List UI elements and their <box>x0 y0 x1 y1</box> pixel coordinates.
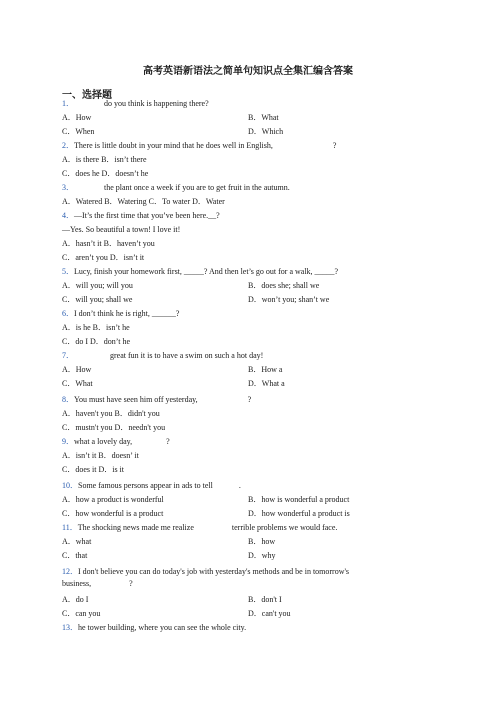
question-stem: great fun it is to have a swim on such a hot day! <box>110 351 264 360</box>
option-b: B．does she; shall we <box>248 281 320 290</box>
question-stem: I don’t think he is right, ______? <box>74 309 180 318</box>
option-d: D．how wonderful a product is <box>248 509 350 518</box>
question-end: ? <box>247 395 252 404</box>
question-number: 10． <box>62 481 78 490</box>
option-a: A．How <box>62 365 92 374</box>
options-ab: A．is there B．isn’t there <box>62 155 147 164</box>
question-11 <box>62 523 337 533</box>
question-number: 6． <box>62 309 74 318</box>
options-ab: A．is he B．isn’t he <box>62 323 130 332</box>
question-4 <box>62 211 220 221</box>
question-number: 1． <box>62 99 74 108</box>
section-heading: 一、选择题 <box>62 90 112 101</box>
question-stem: do you think is happening there? <box>104 99 209 108</box>
question-12-cont <box>62 579 133 589</box>
option-a: A．do I <box>62 595 89 604</box>
question-number: 3． <box>62 183 74 192</box>
option-b: B．What <box>248 113 279 122</box>
question-end: ? <box>129 579 133 588</box>
option-b: B．don't I <box>248 595 282 604</box>
option-d: D．What a <box>248 379 285 388</box>
option-b: B．How a <box>248 365 283 374</box>
question-stem: You must have seen him off yesterday, <box>74 395 198 404</box>
question-10 <box>62 481 241 491</box>
options-ab: A．isn’t it B．doesn’ it <box>62 451 139 460</box>
question-13 <box>62 623 246 633</box>
option-c: C．When <box>62 127 95 136</box>
option-c: C．can you <box>62 609 101 618</box>
question-stem: The shocking news made me realize <box>77 523 194 532</box>
option-b: B．how <box>248 537 276 546</box>
question-end: ? <box>166 437 170 446</box>
options-ab: A．hasn’t it B．haven’t you <box>62 239 155 248</box>
option-a: A．how a product is wonderful <box>62 495 164 504</box>
question-end: . <box>238 481 241 490</box>
question-stem: what a lovely day, <box>74 437 133 446</box>
question-2 <box>62 141 336 151</box>
question-number: 12． <box>62 567 78 576</box>
question-1 <box>62 99 209 109</box>
option-d: D．won’t you; shan’t we <box>248 295 330 304</box>
option-b: B．how is wonderful a product <box>248 495 350 504</box>
question-number: 11． <box>62 523 78 532</box>
options-cd: C．does he D．doesn’t he <box>62 169 149 178</box>
question-stem: Lucy, finish your homework first, _____? And then let’s go out for a walk, _____? <box>74 267 339 276</box>
page-title: 高考英语新语法之简单句知识点全集汇编含答案 <box>143 66 353 77</box>
option-c: C．will you; shall we <box>62 295 133 304</box>
option-a: A．will you; will you <box>62 281 133 290</box>
question-6 <box>62 309 179 319</box>
option-c: C．What <box>62 379 93 388</box>
question-stem: he tower building, where you can see the whole city. <box>78 623 247 632</box>
option-d: D．can't you <box>248 609 291 618</box>
question-number: 2． <box>62 141 74 150</box>
question-stem: —It’s the first time that you’ve been here.__? <box>74 211 220 220</box>
option-d: D．why <box>248 551 276 560</box>
question-stem: I don't believe you can do today's job with yesterday's methods and be in tomorrow's <box>78 567 350 576</box>
options: A．Watered B．Watering C．To water D．Water <box>62 197 225 206</box>
options-cd: C．does it D．is it <box>62 465 125 474</box>
question-stem: Some famous persons appear in ads to tell <box>78 481 213 490</box>
question-number: 7． <box>62 351 74 360</box>
question-7 <box>62 351 263 361</box>
option-c: C．that <box>62 551 88 560</box>
options-ab: A．haven't you B．didn't you <box>62 409 160 418</box>
option-a: A．what <box>62 537 92 546</box>
question-number: 13． <box>62 623 78 632</box>
question-stem-cont: business, <box>62 579 92 588</box>
dialogue-reply: —Yes. So beautiful a town! I love it! <box>62 225 181 234</box>
question-number: 5． <box>62 267 74 276</box>
option-c: C．how wonderful is a product <box>62 509 164 518</box>
option-d: D．Which <box>248 127 284 136</box>
option-a: A．How <box>62 113 92 122</box>
options-cd: C．mustn't you D．needn't you <box>62 423 166 432</box>
question-number: 8． <box>62 395 74 404</box>
question-number: 4． <box>62 211 74 220</box>
question-stem: the plant once a week if you are to get fruit in the autumn. <box>104 183 290 192</box>
options-cd: C．do I D．don’t he <box>62 337 131 346</box>
question-number: 9． <box>62 437 74 446</box>
question-end: terrible problems we would face. <box>231 523 338 532</box>
question-3 <box>62 183 290 193</box>
question-5 <box>62 267 338 277</box>
question-8 <box>62 395 251 405</box>
question-end: ? <box>332 141 337 150</box>
question-9 <box>62 437 170 447</box>
question-12 <box>62 567 349 577</box>
question-stem: There is little doubt in your mind that he does well in English, <box>74 141 273 150</box>
options-cd: C．aren’t you D．isn’t it <box>62 253 145 262</box>
